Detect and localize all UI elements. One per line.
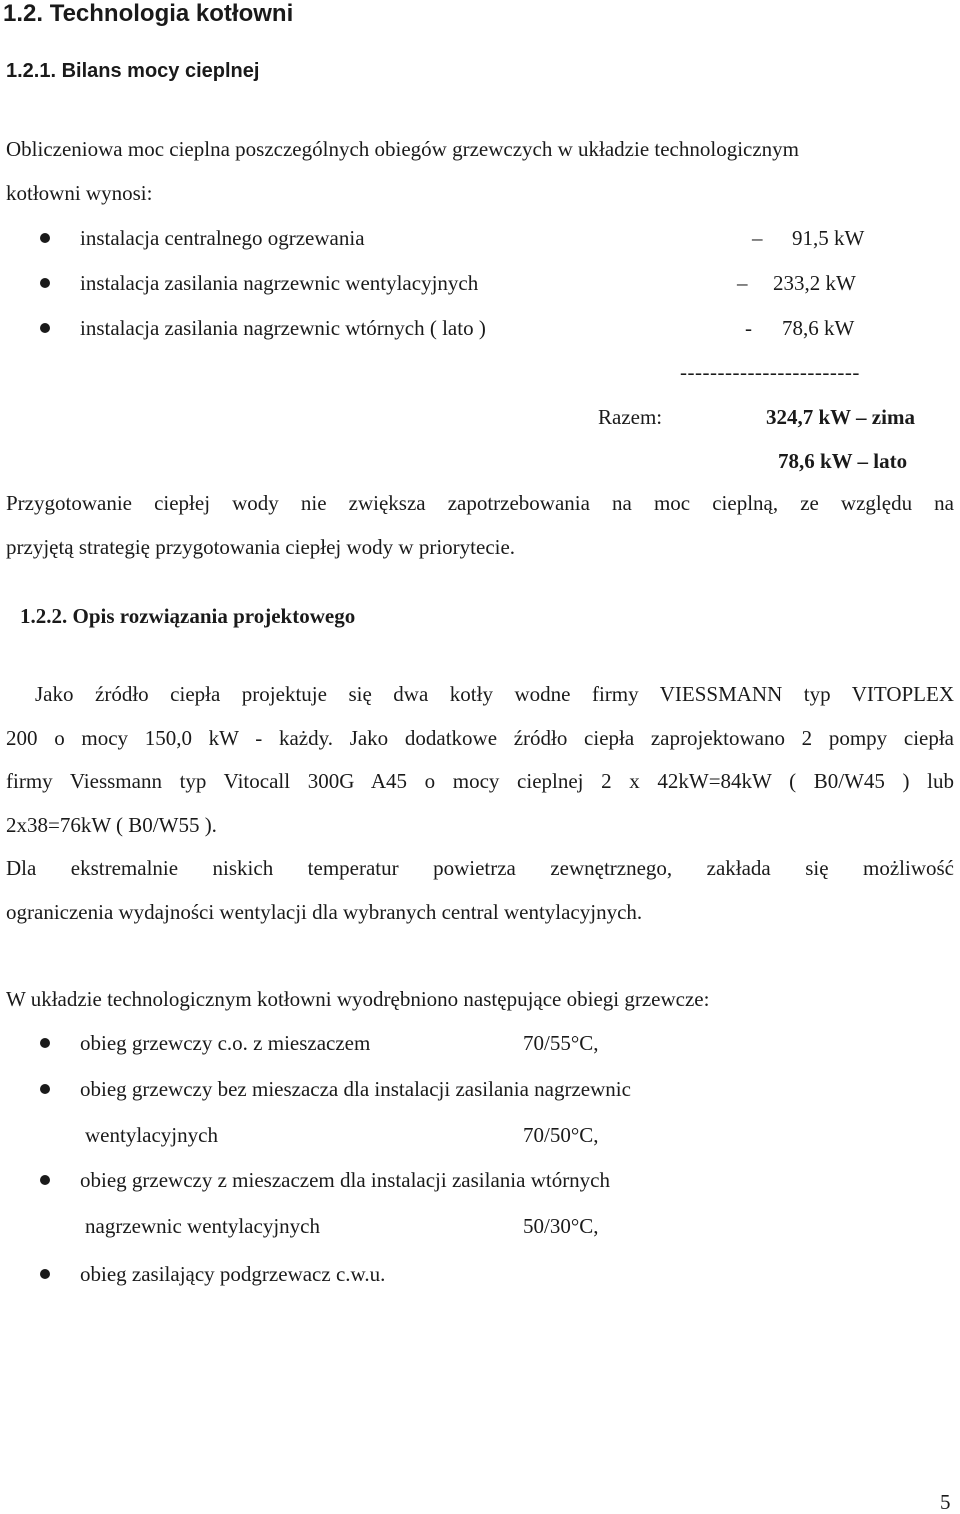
circuit-temperature: 70/50°C, bbox=[523, 1123, 599, 1147]
page-number: 5 bbox=[940, 1490, 951, 1514]
power-item-value: 233,2 kW bbox=[773, 271, 856, 295]
section-heading-1-2: 1.2. Technologia kotłowni bbox=[3, 0, 294, 27]
circuits-intro: W układzie technologicznym kotłowni wyodrębniono następujące obiegi grzewcze: bbox=[6, 987, 710, 1011]
intro-line-1: Obliczeniowa moc cieplna poszczególnych obiegów grzewczych w układzie technologicznym bbox=[6, 137, 800, 161]
circuit-label: obieg zasilający podgrzewacz c.w.u. bbox=[80, 1262, 386, 1286]
description-line-2: 200 o mocy 150,0 kW - każdy. Jako dodatkowe źródło ciepła zaprojektowano 2 pompy ciepła bbox=[6, 726, 954, 750]
circuit-label-continued: wentylacyjnych bbox=[85, 1123, 218, 1147]
bullet-icon bbox=[40, 233, 50, 243]
power-item-label: instalacja zasilania nagrzewnic wtórnych ( lato ) bbox=[80, 316, 486, 340]
power-item-dash: – bbox=[737, 271, 748, 295]
bullet-icon bbox=[40, 1269, 50, 1279]
circuit-temperature: 70/55°C, bbox=[523, 1031, 599, 1055]
power-item-label: instalacja zasilania nagrzewnic wentylacyjnych bbox=[80, 271, 479, 295]
description-line-4: 2x38=76kW ( B0/W55 ). bbox=[6, 813, 217, 837]
total-label: Razem: bbox=[598, 405, 663, 429]
total-winter: 324,7 kW – zima bbox=[766, 405, 915, 429]
bullet-icon bbox=[40, 323, 50, 333]
description-line-5: Dla ekstremalnie niskich temperatur powietrza zewnętrznego, zakłada się możliwość bbox=[6, 856, 954, 880]
power-item-dash: - bbox=[745, 316, 752, 340]
sum-separator: ------------------------ bbox=[680, 360, 860, 384]
description-line-6: ograniczenia wydajności wentylacji dla wybranych central wentylacyjnych. bbox=[6, 900, 643, 924]
hot-water-note-line-1: Przygotowanie ciepłej wody nie zwiększa zapotrzebowania na moc cieplną, ze względu na bbox=[6, 491, 954, 515]
total-summer: 78,6 kW – lato bbox=[778, 449, 908, 473]
bullet-icon bbox=[40, 1084, 50, 1094]
description-line-3: firmy Viessmann typ Vitocall 300G A45 o mocy cieplnej 2 x 42kW=84kW ( B0/W45 ) lub bbox=[6, 769, 954, 793]
circuit-label: obieg grzewczy bez mieszacza dla instalacji zasilania nagrzewnic bbox=[80, 1077, 631, 1101]
power-item-value: 78,6 kW bbox=[782, 316, 855, 340]
bullet-icon bbox=[40, 278, 50, 288]
section-heading-1-2-2: 1.2.2. Opis rozwiązania projektowego bbox=[20, 604, 356, 628]
bullet-icon bbox=[40, 1038, 50, 1048]
section-heading-1-2-1: 1.2.1. Bilans mocy cieplnej bbox=[6, 60, 260, 82]
intro-line-2: kotłowni wynosi: bbox=[6, 181, 153, 205]
circuit-label: obieg grzewczy z mieszaczem dla instalacji zasilania wtórnych bbox=[80, 1168, 611, 1192]
bullet-icon bbox=[40, 1175, 50, 1185]
power-item-dash: – bbox=[752, 226, 763, 250]
power-item-label: instalacja centralnego ogrzewania bbox=[80, 226, 365, 250]
circuit-label-continued: nagrzewnic wentylacyjnych bbox=[85, 1214, 320, 1238]
hot-water-note-line-2: przyjętą strategię przygotowania ciepłej wody w priorytecie. bbox=[6, 535, 516, 559]
circuit-temperature: 50/30°C, bbox=[523, 1214, 599, 1238]
circuit-label: obieg grzewczy c.o. z mieszaczem bbox=[80, 1031, 371, 1055]
description-line-1: Jako źródło ciepła projektuje się dwa kotły wodne firmy VIESSMANN typ VITOPLEX bbox=[35, 682, 954, 706]
power-item-value: 91,5 kW bbox=[792, 226, 865, 250]
